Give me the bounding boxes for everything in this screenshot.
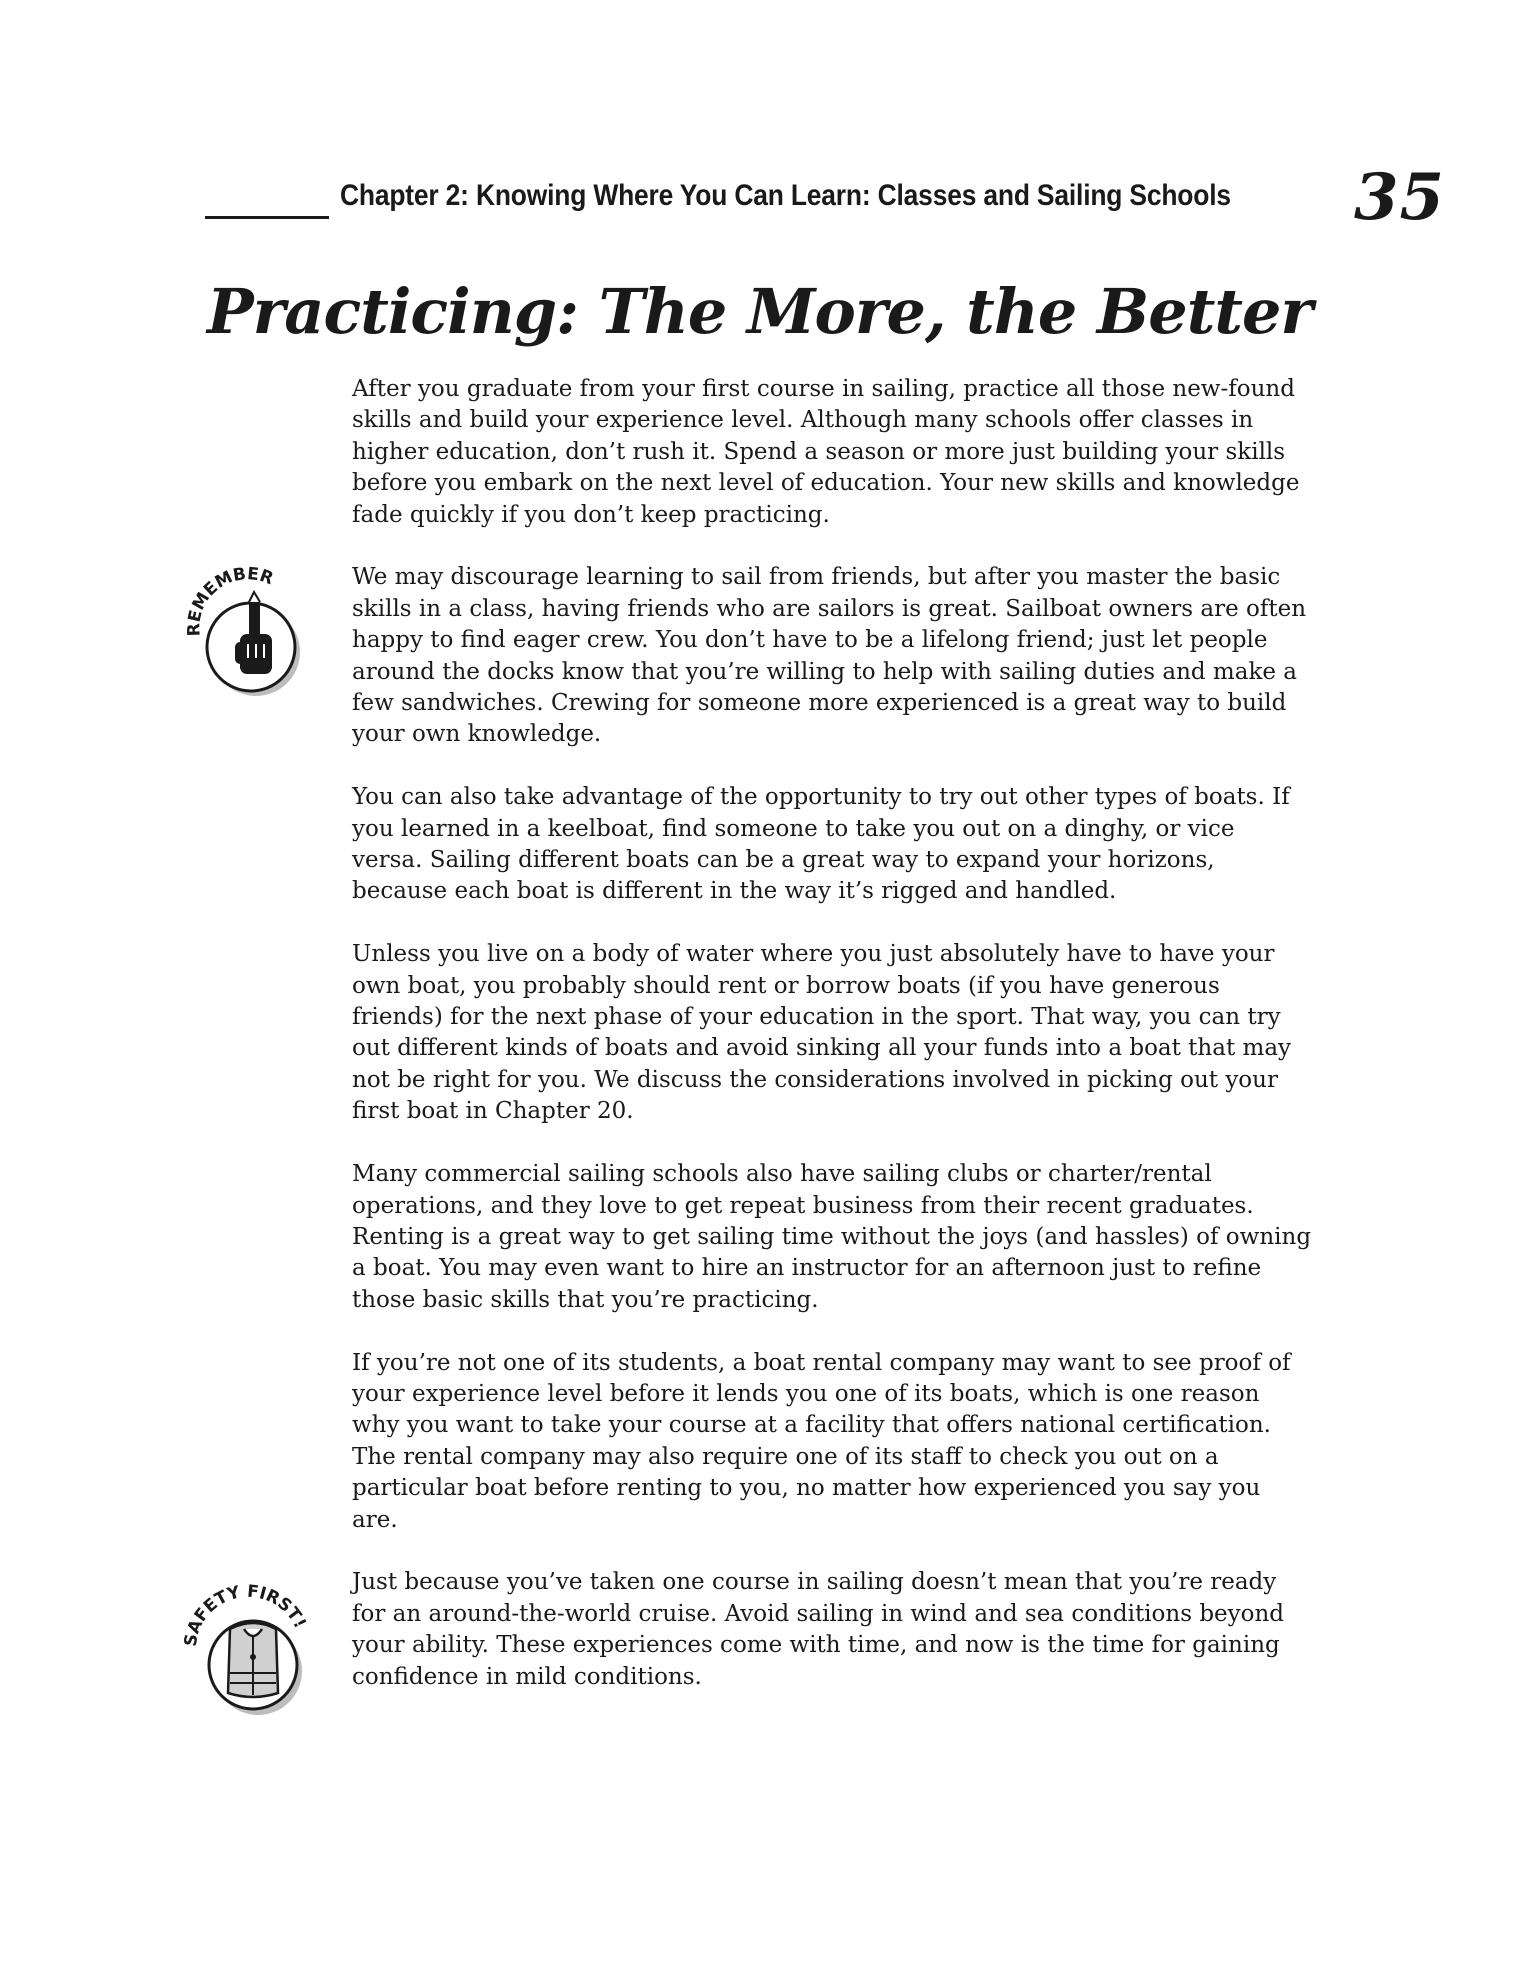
- header-rule: [205, 216, 329, 219]
- paragraph: We may discourage learning to sail from friends, but after you master the basic skills in a class, having friends who are sailors is great. Sailboat owners are often happy to find eager crew. You don’t have to be a lifelong friend; just let people around the docks know that you’re willing to help with sailing duties and make a few sandwiches. Crewing for someone more experienced is a great way to build your own knowledge.: [352, 564, 1307, 748]
- remember-icon-label: REMEMBER: [184, 564, 276, 637]
- paragraph: If you’re not one of its students, a boat rental company may want to see proof of your experience level before it lends you one of its boats, which is one reason why you want to take your course at a facility that offers national certification. The rental company may also require one of its staff to check you out on a particular boat before renting to you, no matter how experienced you say you are.: [352, 1349, 1291, 1533]
- page-number: 35: [1353, 160, 1445, 235]
- section-title: Practicing: The More, the Better: [207, 275, 1313, 348]
- paragraph: Unless you live on a body of water where you just absolutely have to have your own boat, you probably should rent or borrow boats (if you have generous friends) for the next phase of your education in the sport. That way, you can try out different kinds of boats and avoid sinking all your funds into a boat that may not be right for you. We discuss the considerations involved in picking out your first boat in Chapter 20.: [352, 941, 1292, 1125]
- safety-first-icon: [178, 1577, 318, 1717]
- paragraph: Many commercial sailing schools also have sailing clubs or charter/rental operations, and they love to get repeat business from their recent graduates. Renting is a great way to get sailing time without the joys (and hassles) of owning a boat. You may even want to hire an instructor for an afternoon just to refine those basic skills that you’re practicing.: [352, 1161, 1312, 1313]
- running-head: [205, 160, 1445, 236]
- paragraph: After you graduate from your first course in sailing, practice all those new-found skills and build your experience level. Although many schools offer classes in higher education, don’t rush it. Spend a season or more just building your skills before you embark on the next level of education. Your new skills and knowledge fade quickly if you don’t keep practicing.: [352, 376, 1300, 528]
- paragraph: Just because you’ve taken one course in sailing doesn’t mean that you’re ready for an around-the-world cruise. Avoid sailing in wind and sea conditions beyond your ability. These experiences come with time, and now is the time for gaining confidence in mild conditions.: [352, 1569, 1285, 1690]
- remember-icon: [178, 562, 318, 702]
- body-text: [352, 374, 1312, 1724]
- paragraph: You can also take advantage of the opportunity to try out other types of boats. If you learned in a keelboat, find someone to take you out on a dinghy, or vice versa. Sailing different boats can be a great way to expand your horizons, because each boat is different in the way it’s rigged and handled.: [352, 784, 1290, 905]
- chapter-title: Chapter 2: Knowing Where You Can Learn: Classes and Sailing Schools: [340, 179, 1231, 212]
- safety-first-icon-label: SAFETY FIRST!: [180, 1581, 310, 1648]
